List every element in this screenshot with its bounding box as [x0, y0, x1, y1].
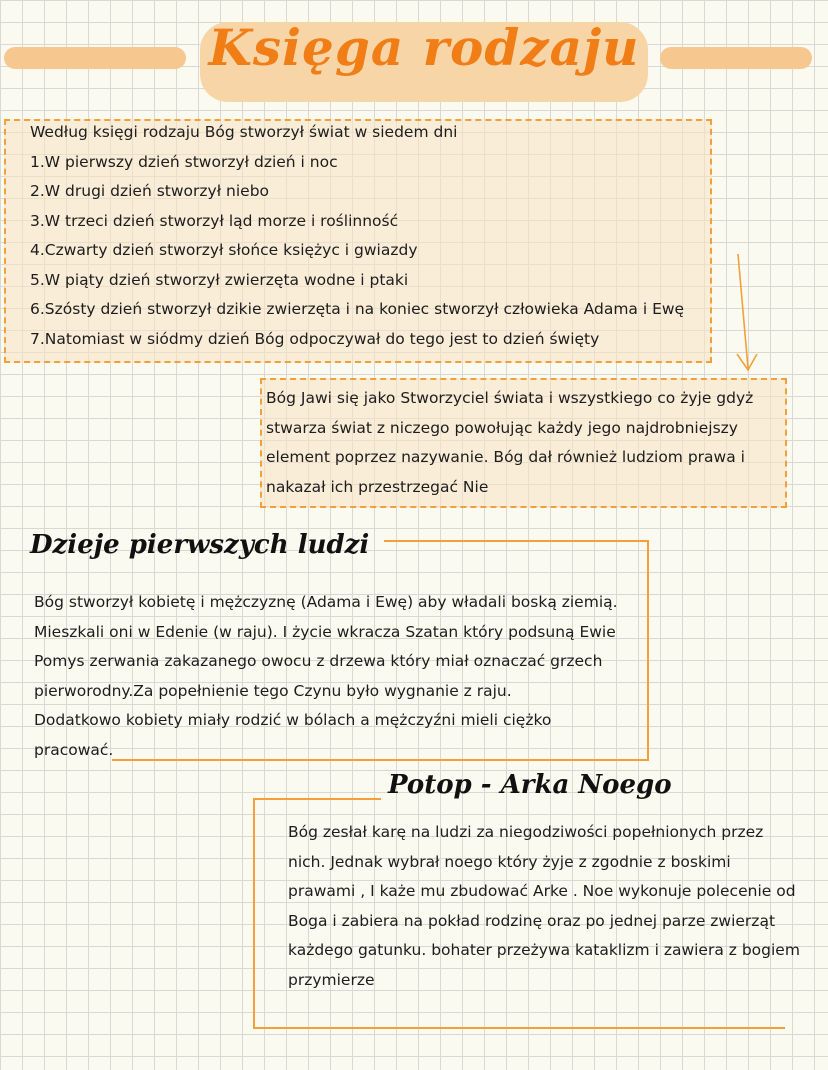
creator-line: element poprzez nazywanie. Bóg dał również ludziom prawa i	[266, 448, 745, 466]
arrow-down-icon	[728, 250, 764, 378]
flood-line: każdego gatunku. bohater przeżywa kataklizm i zawiera z bogiem	[288, 941, 800, 959]
creator-line: stwarza świat z niczego powołując każdy jego najdrobniejszy	[266, 418, 738, 437]
flood-frame-left	[253, 798, 255, 1028]
first-people-heading: Dzieje pierwszych ludzi	[30, 530, 370, 560]
title-bar-left	[4, 47, 186, 69]
flood-heading: Potop - Arka Noego	[388, 770, 672, 800]
flood-text	[288, 818, 800, 995]
flood-frame-top	[253, 798, 381, 800]
creation-line: 6.Szósty dzień stworzył dzikie zwierzęta i na koniec stworzył człowieka Adama i Ewę	[30, 300, 685, 318]
flood-line: przymierze	[288, 970, 375, 989]
first-people-text	[34, 588, 618, 765]
first-people-line: pierworodny.Za popełnienie tego Czynu było wygnanie z raju.	[34, 681, 512, 700]
first-people-line: Mieszkali oni w Edenie (w raju). I życie wkracza Szatan który podsuną Ewie	[34, 622, 616, 641]
flood-line: nich. Jednak wybrał noego który żyje z zgodnie z boskimi	[288, 852, 731, 871]
first-people-frame-right	[647, 540, 649, 760]
creation-line: 5.W piąty dzień stworzył zwierzęta wodne i ptaki	[30, 270, 409, 289]
creator-text	[266, 384, 753, 502]
page-title: Księga rodzaju	[208, 18, 640, 77]
title-bar-right	[660, 47, 812, 69]
first-people-line: Dodatkowo kobiety miały rodzić w bólach a mężczyźni mieli ciężko	[34, 711, 552, 729]
flood-line: prawami , I każe mu zbudować Arke . Noe wykonuje polecenie od	[288, 882, 796, 900]
flood-line: Bóg zesłał karę na ludzi za niegodziwości popełnionych przez	[288, 823, 764, 841]
creator-line: Bóg Jawi się jako Stworzyciel świata i wszystkiego co żyje gdyż	[266, 389, 754, 407]
creation-line: 7.Natomiast w siódmy dzień Bóg odpoczywał do tego jest to dzień święty	[30, 329, 600, 348]
creation-list	[30, 118, 684, 354]
creation-line: 3.W trzeci dzień stworzył ląd morze i roślinność	[30, 211, 399, 230]
first-people-line: Bóg stworzył kobietę i mężczyznę (Adama i Ewę) aby władali boską ziemią.	[34, 593, 618, 611]
first-people-line: Pomys zerwania zakazanego owocu z drzewa który miał oznaczać grzech	[34, 652, 603, 670]
flood-frame-bottom	[253, 1027, 785, 1029]
creator-line: nakazał ich przestrzegać Nie	[266, 477, 489, 496]
creation-line: 1.W pierwszy dzień stworzył dzień i noc	[30, 152, 338, 171]
creation-line: 4.Czwarty dzień stworzył słońce księżyc i gwiazdy	[30, 241, 418, 259]
first-people-line: pracować.	[34, 740, 114, 759]
first-people-frame-top	[384, 540, 648, 542]
creation-line: 2.W drugi dzień stworzył niebo	[30, 182, 270, 200]
creation-line: Według księgi rodzaju Bóg stworzył świat w siedem dni	[30, 123, 458, 141]
flood-line: Boga i zabiera na pokład rodzinę oraz po jednej parze zwierząt	[288, 911, 776, 930]
